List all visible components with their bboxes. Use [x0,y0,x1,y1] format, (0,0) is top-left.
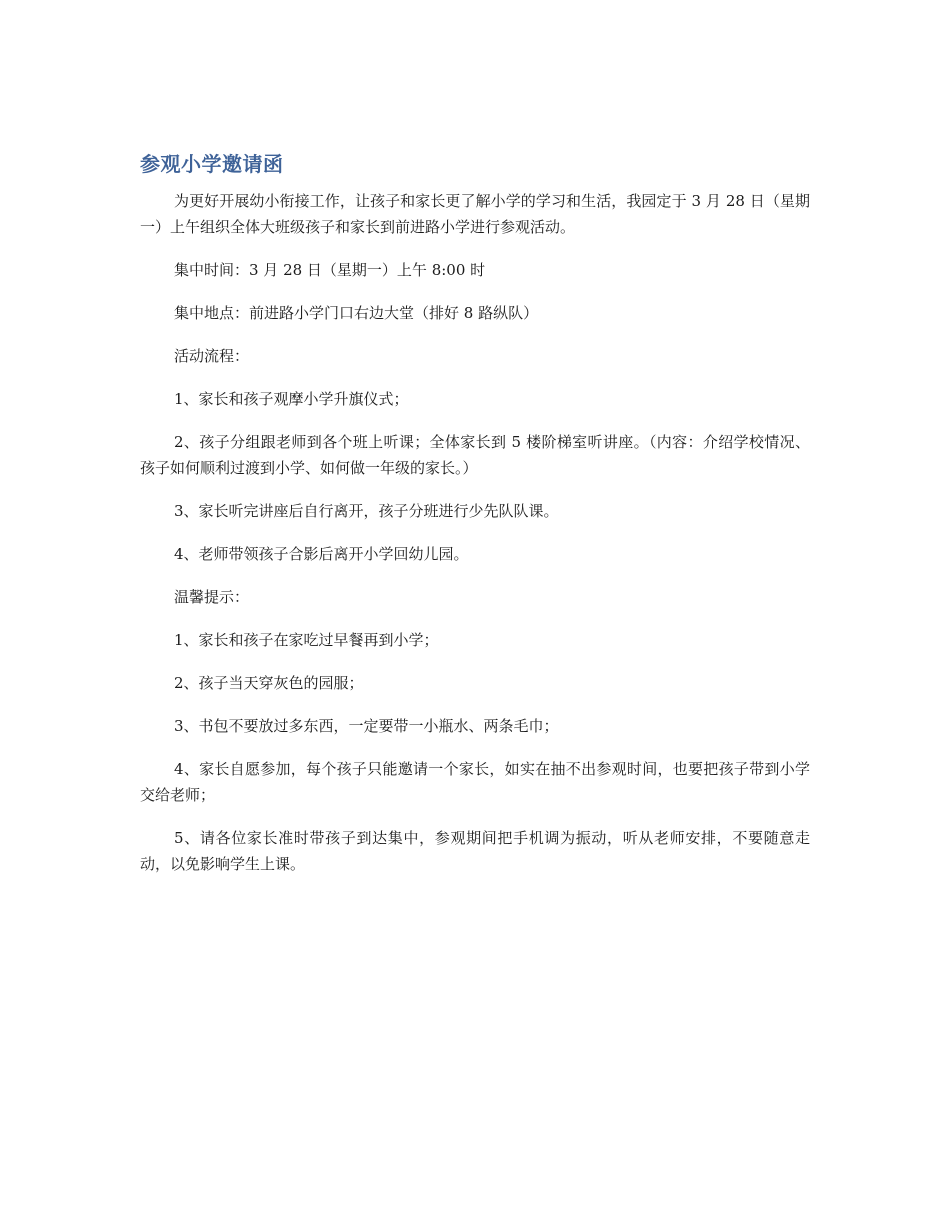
intro-paragraph: 为更好开展幼小衔接工作，让孩子和家长更了解小学的学习和生活，我园定于 3 月 28 日（星期一）上午组织全体大班级孩子和家长到前进路小学进行参观活动。 [140,192,810,236]
tip-item-3: 3、书包不要放过多东西，一定要带一小瓶水、两条毛巾； [174,717,559,735]
tip-item-4: 4、家长自愿参加，每个孩子只能邀请一个家长，如实在抽不出参观时间，也要把孩子带到小学交给老师； [140,760,810,804]
tip-item-1: 1、家长和孩子在家吃过早餐再到小学； [174,631,439,649]
document-body [140,150,810,894]
tip-item-5: 5、请各位家长准时带孩子到达集中，参观期间把手机调为振动，听从老师安排，不要随意走动，以免影响学生上课。 [140,829,810,873]
schedule-item-1: 1、家长和孩子观摩小学升旗仪式； [174,390,409,408]
schedule-item-2: 2、孩子分组跟老师到各个班上听课；全体家长到 5 楼阶梯室听讲座。（内容：介绍学校情况、孩子如何顺利过渡到小学、如何做一年级的家长。） [140,433,810,477]
schedule-item-3: 3、家长听完讲座后自行离开，孩子分班进行少先队队课。 [174,502,559,520]
tip-item-2: 2、孩子当天穿灰色的园服； [174,674,364,692]
page-title: 参观小学邀请函 [140,152,284,176]
gathering-time: 集中时间：3 月 28 日（星期一）上午 8:00 时 [174,261,486,279]
schedule-item-4: 4、老师带领孩子合影后离开小学回幼儿园。 [174,545,469,563]
tips-heading: 温馨提示： [174,588,250,606]
schedule-heading: 活动流程： [174,347,250,365]
gathering-place: 集中地点：前进路小学门口右边大堂（排好 8 路纵队） [174,304,539,322]
